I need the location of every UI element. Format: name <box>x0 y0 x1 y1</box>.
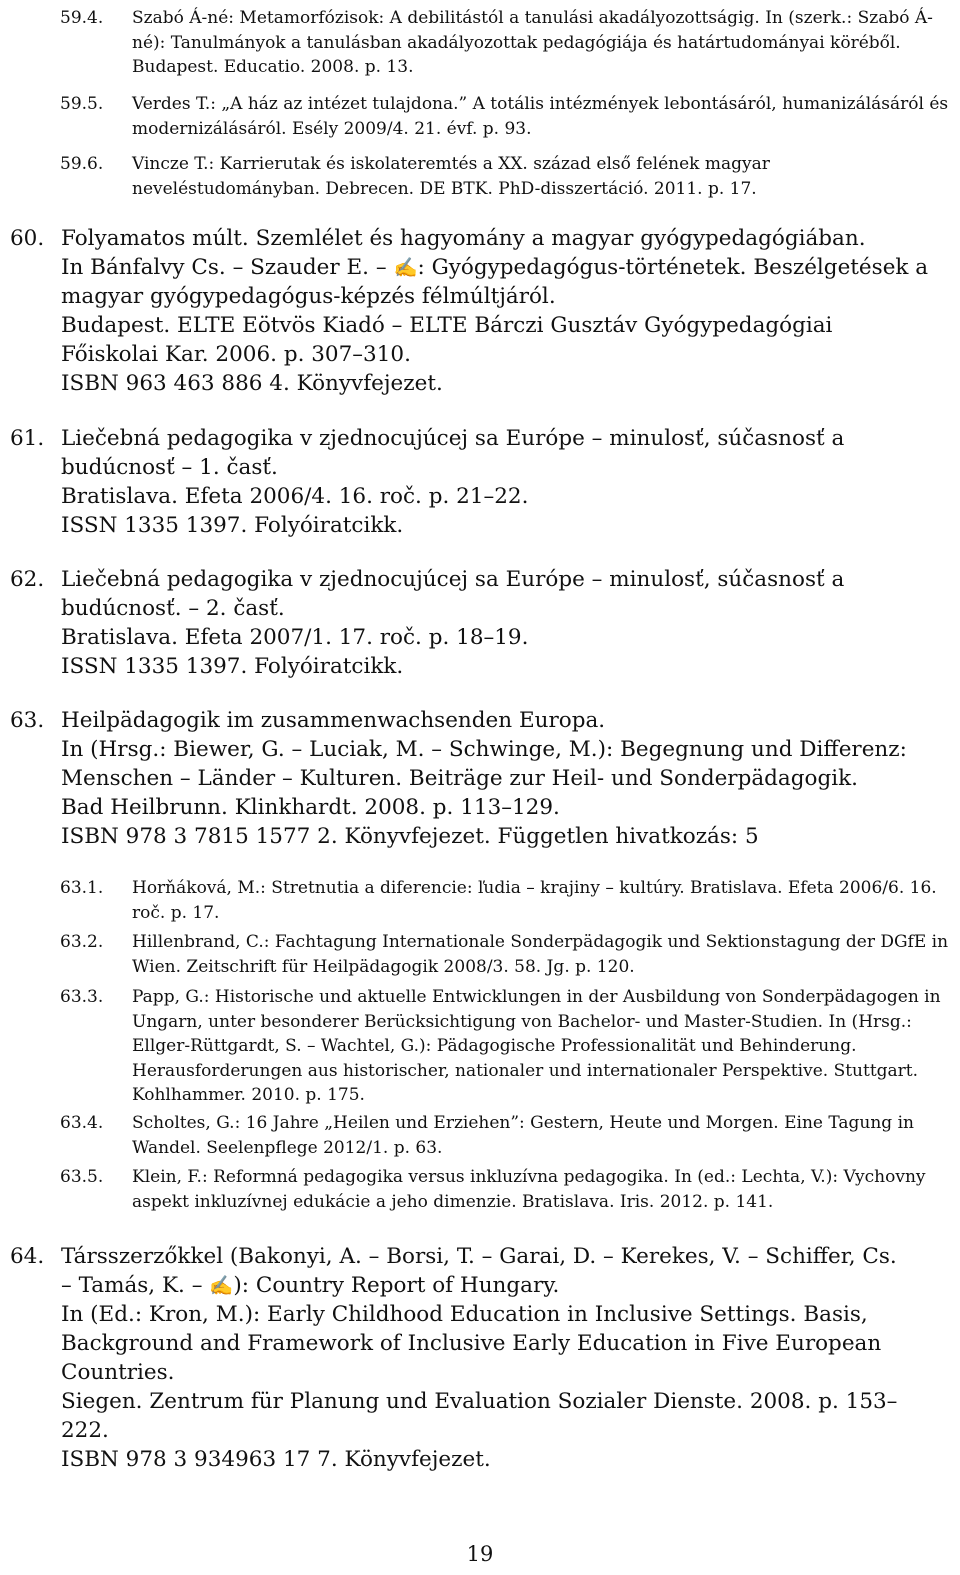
entry-number: 61. <box>10 426 45 451</box>
sub-entry <box>60 152 960 201</box>
bibliography-entry <box>0 706 960 851</box>
entry-number: 63.3. <box>60 987 104 1007</box>
entry-line: ISBN 963 463 886 4. Könyvfejezet. <box>61 371 443 396</box>
entry-line: ISBN 978 3 7815 1577 2. Könyvfejezet. Független hivatkozás: 5 <box>61 824 759 849</box>
entry-number: 63.1. <box>60 878 104 898</box>
entry-line: magyar gyógypedagógus-képzés félmúltjáról. <box>61 284 556 309</box>
entry-title: Folyamatos múlt. Szemlélet és hagyomány a magyar gyógypedagógiában. <box>61 226 866 251</box>
entry-number: 60. <box>10 226 45 251</box>
entry-line: In (Ed.: Kron, M.): Early Childhood Education in Inclusive Settings. Basis, <box>61 1302 868 1327</box>
entry-number: 63. <box>10 708 45 733</box>
sub-entry <box>60 92 960 141</box>
entry-number: 59.6. <box>60 154 104 174</box>
entry-number: 59.5. <box>60 94 104 114</box>
entry-line: Budapest. ELTE Eötvös Kiadó – ELTE Bárczi Gusztáv Gyógypedagógiai <box>61 313 833 338</box>
bibliography-entry <box>0 565 960 681</box>
entry-title: Liečebná pedagogika v zjednocujúcej sa Európe – minulosť, súčasnosť a <box>61 567 845 592</box>
entry-title: Heilpädagogik im zusammenwachsenden Europa. <box>61 708 606 733</box>
pen-icon: ✍ <box>209 1274 234 1297</box>
entry-line-part: – Tamás, K. – <box>61 1273 203 1298</box>
entry-number: 63.5. <box>60 1167 104 1187</box>
entry-line: Bratislava. Efeta 2007/1. 17. roč. p. 18–19. <box>61 625 529 650</box>
entry-line: Bratislava. Efeta 2006/4. 16. roč. p. 21–22. <box>61 484 529 509</box>
entry-text: Scholtes, G.: 16 Jahre „Heilen und Erziehen”: Gestern, Heute und Morgen. Eine Tagung in Wandel. Seelenpflege 2012/1. p. 63. <box>132 1113 914 1158</box>
sub-entry <box>60 6 960 80</box>
bibliography-entry <box>0 424 960 540</box>
entry-line: budúcnosť. – 2. časť. <box>61 596 285 621</box>
sub-entry <box>60 930 960 979</box>
entry-text: Horňáková, M.: Stretnutia a diferencie: ľudia – krajiny – kultúry. Bratislava. Efeta 2006/6. 16. roč. p. 17. <box>132 878 937 923</box>
entry-line: ISBN 978 3 934963 17 7. Könyvfejezet. <box>61 1447 491 1472</box>
entry-line: Főiskolai Kar. 2006. p. 307–310. <box>61 342 411 367</box>
entry-number: 63.2. <box>60 932 104 952</box>
entry-line <box>61 1271 960 1300</box>
entry-line-part: : Gyógypedagógus-történetek. Beszélgetések a <box>417 255 929 280</box>
entry-line: Countries. <box>61 1360 175 1385</box>
sub-entry <box>60 985 960 1108</box>
sub-entry <box>60 876 960 925</box>
pen-icon: ✍ <box>393 256 418 279</box>
entry-text: Vincze T.: Karrierutak és iskolateremtés a XX. század első felének magyar neveléstudományban. Debrecen. DE BTK. PhD-disszertáció. 2011. p. 17. <box>132 154 770 199</box>
entry-number: 62. <box>10 567 45 592</box>
entry-line-part: In Bánfalvy Cs. – Szauder E. – <box>61 255 387 280</box>
entry-line-part: ): Country Report of Hungary. <box>233 1273 560 1298</box>
entry-line: ISSN 1335 1397. Folyóiratcikk. <box>61 513 404 538</box>
entry-number: 64. <box>10 1244 45 1269</box>
bibliography-entry <box>0 1242 960 1474</box>
sub-entry <box>60 1165 960 1214</box>
entry-text: Hillenbrand, C.: Fachtagung Internationale Sonderpädagogik und Sektionstagung der DGfE in Wien. Zeitschrift für Heilpädagogik 2008/3. 58. Jg. p. 120. <box>132 932 949 977</box>
entry-text: Verdes T.: „A ház az intézet tulajdona.” A totális intézmények lebontásáról, humanizálásáról és modernizálásáról. Esély 2009/4. 21. évf. p. 93. <box>132 94 949 139</box>
entry-text: Papp, G.: Historische und aktuelle Entwicklungen in der Ausbildung von Sonderpädagogen in Ungarn, unter besonderer Berücksichtigung von Bachelor- und Master-Studien. In (Hrsg.: Ellger-Rüttgardt, S. – Wachtel, G.): Pädagogische Professionalität und Behinderung. Herausforderungen aus historischer, nationaler und internationaler Perspektive. Stuttgart. Kohlhammer. 2010. p. 175. <box>132 987 941 1105</box>
page-number: 19 <box>466 1542 494 1566</box>
entry-line: Background and Framework of Inclusive Early Education in Five European <box>61 1331 882 1356</box>
entry-number: 59.4. <box>60 8 104 28</box>
entry-line: ISSN 1335 1397. Folyóiratcikk. <box>61 654 404 679</box>
entry-text: Szabó Á-né: Metamorfózisok: A debilitástól a tanulási akadályozottságig. In (szerk.: Szabó Á-né): Tanulmányok a tanulásban akadályozottak pedagógiája és határtudományai köréből. Budapest. Educatio. 2008. p. 13. <box>132 8 933 77</box>
entry-line: Siegen. Zentrum für Planung und Evaluation Sozialer Dienste. 2008. p. 153– <box>61 1389 898 1414</box>
entry-line: Bad Heilbrunn. Klinkhardt. 2008. p. 113–129. <box>61 795 560 820</box>
entry-line <box>61 253 960 282</box>
entry-text: Klein, F.: Reformná pedagogika versus inkluzívna pedagogika. In (ed.: Lechta, V.): Vychovny aspekt inkluzívnej edukácie a jeho dimenzie. Bratislava. Iris. 2012. p. 141. <box>132 1167 926 1212</box>
entry-line: In (Hrsg.: Biewer, G. – Luciak, M. – Schwinge, M.): Begegnung und Differenz: <box>61 737 907 762</box>
entry-line: 222. <box>61 1418 109 1443</box>
bibliography-entry <box>0 224 960 398</box>
entry-line: budúcnosť – 1. časť. <box>61 455 278 480</box>
entry-title: Liečebná pedagogika v zjednocujúcej sa Európe – minulosť, súčasnosť a <box>61 426 845 451</box>
sub-entry <box>60 1111 960 1160</box>
entry-title: Társszerzőkkel (Bakonyi, A. – Borsi, T. – Garai, D. – Kerekes, V. – Schiffer, Cs. <box>61 1244 897 1269</box>
entry-number: 63.4. <box>60 1113 104 1133</box>
entry-line: Menschen – Länder – Kulturen. Beiträge zur Heil- und Sonderpädagogik. <box>61 766 858 791</box>
